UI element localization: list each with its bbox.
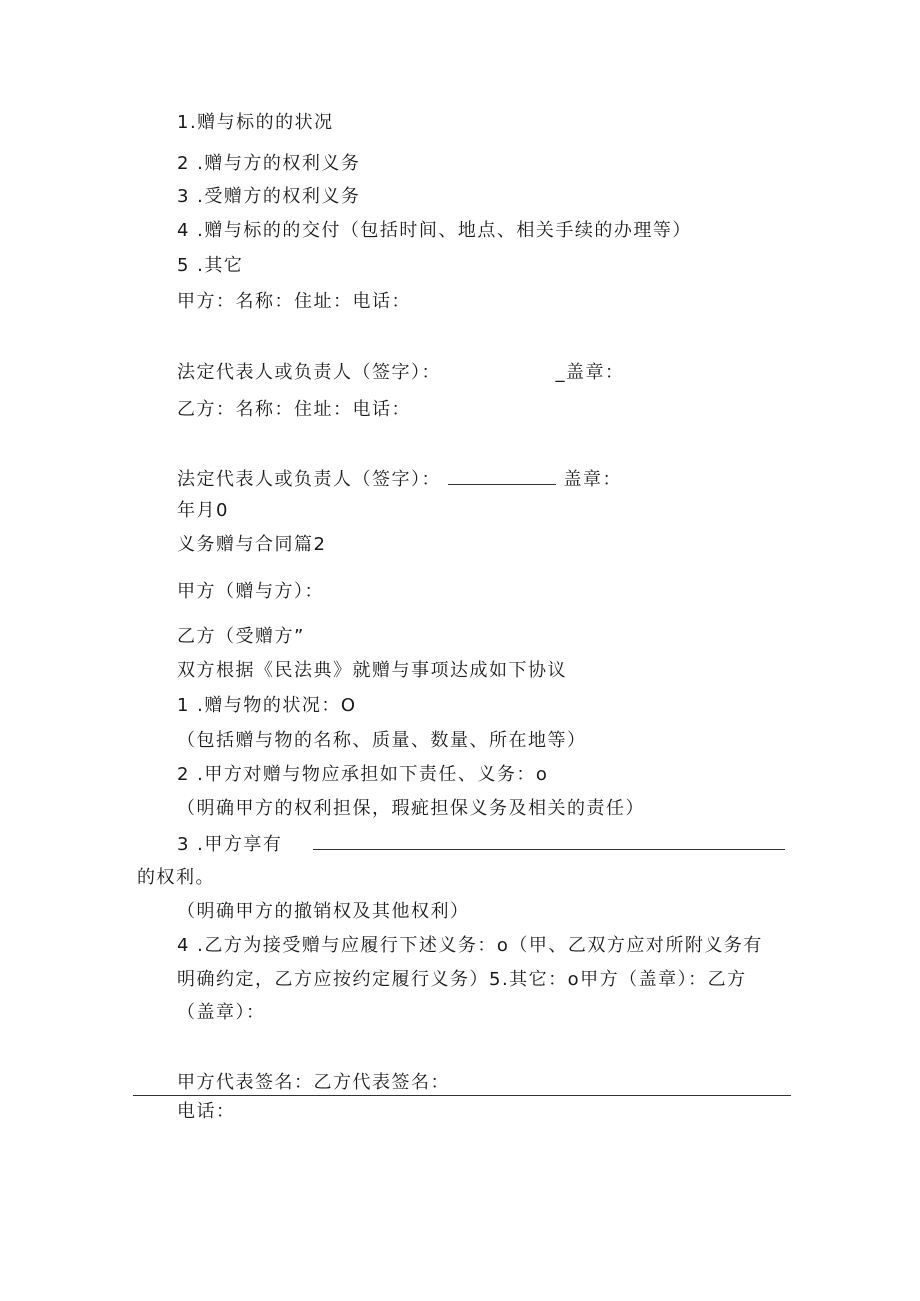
- party-a-signature-line: [177, 361, 624, 385]
- signature-blank: [448, 466, 556, 485]
- item-3-donee-rights: 3 .受赠方的权利义务: [177, 186, 361, 207]
- representative-signature-label: 法定代表人或负责人（签字）：: [177, 362, 441, 383]
- phone-label: 电话：: [177, 1101, 236, 1122]
- representative-signatures: 甲方代表签名：乙方代表签名：: [177, 1072, 450, 1093]
- clause-3-tail: 的权利。: [137, 867, 215, 888]
- clause-2: 2 .甲方对赠与物应承担如下责任、义务：o: [177, 764, 549, 785]
- section-title: 义务赠与合同篇2: [177, 534, 327, 555]
- representative-signature-label: 法定代表人或负责人（签字）：: [177, 469, 441, 490]
- seal-label: 盖章：: [563, 469, 622, 490]
- clause-1-note: （包括赠与物的名称、质量、数量、所在地等）: [177, 730, 587, 751]
- item-5-other: 5 .其它: [177, 255, 244, 276]
- clause-4-line-3: （盖章）：: [177, 1002, 266, 1023]
- party-a-info: 甲方：名称：住址：电话：: [177, 291, 411, 312]
- item-4-gift-delivery: 4 .赠与标的的交付（包括时间、地点、相关手续的办理等）: [177, 220, 692, 241]
- divider-line: [133, 1095, 791, 1096]
- item-1-gift-status: 1.赠与标的的状况: [177, 112, 334, 133]
- clause-1: 1 .赠与物的状况：O: [177, 695, 357, 716]
- agreement-intro: 双方根据《民法典》就赠与事项达成如下协议: [177, 660, 567, 681]
- clause-4-line-1: 4 .乙方为接受赠与应履行下述义务：o（甲、乙双方应对所附义务有: [177, 935, 763, 956]
- party-a-donor: 甲方（赠与方）：: [177, 581, 324, 602]
- clause-3: [177, 831, 785, 857]
- seal-label: _盖章：: [555, 362, 625, 383]
- clause-2-note: （明确甲方的权利担保，瑕疵担保义务及相关的责任）: [177, 798, 645, 819]
- clause-3-label: 3 .甲方享有: [177, 834, 283, 855]
- item-2-donor-rights: 2 .赠与方的权利义务: [177, 153, 361, 174]
- party-b-signature-line: [177, 466, 622, 492]
- party-b-info: 乙方：名称：住址：电话：: [177, 399, 411, 420]
- party-b-donee: 乙方（受赠方”: [177, 626, 305, 647]
- date-line: 年月0: [177, 500, 229, 521]
- rights-blank: [313, 831, 785, 850]
- clause-3-note: （明确甲方的撤销权及其他权利）: [177, 901, 470, 922]
- clause-4-line-2: 明确约定，乙方应按约定履行义务）5.其它：o甲方（盖章）：乙方: [177, 969, 747, 990]
